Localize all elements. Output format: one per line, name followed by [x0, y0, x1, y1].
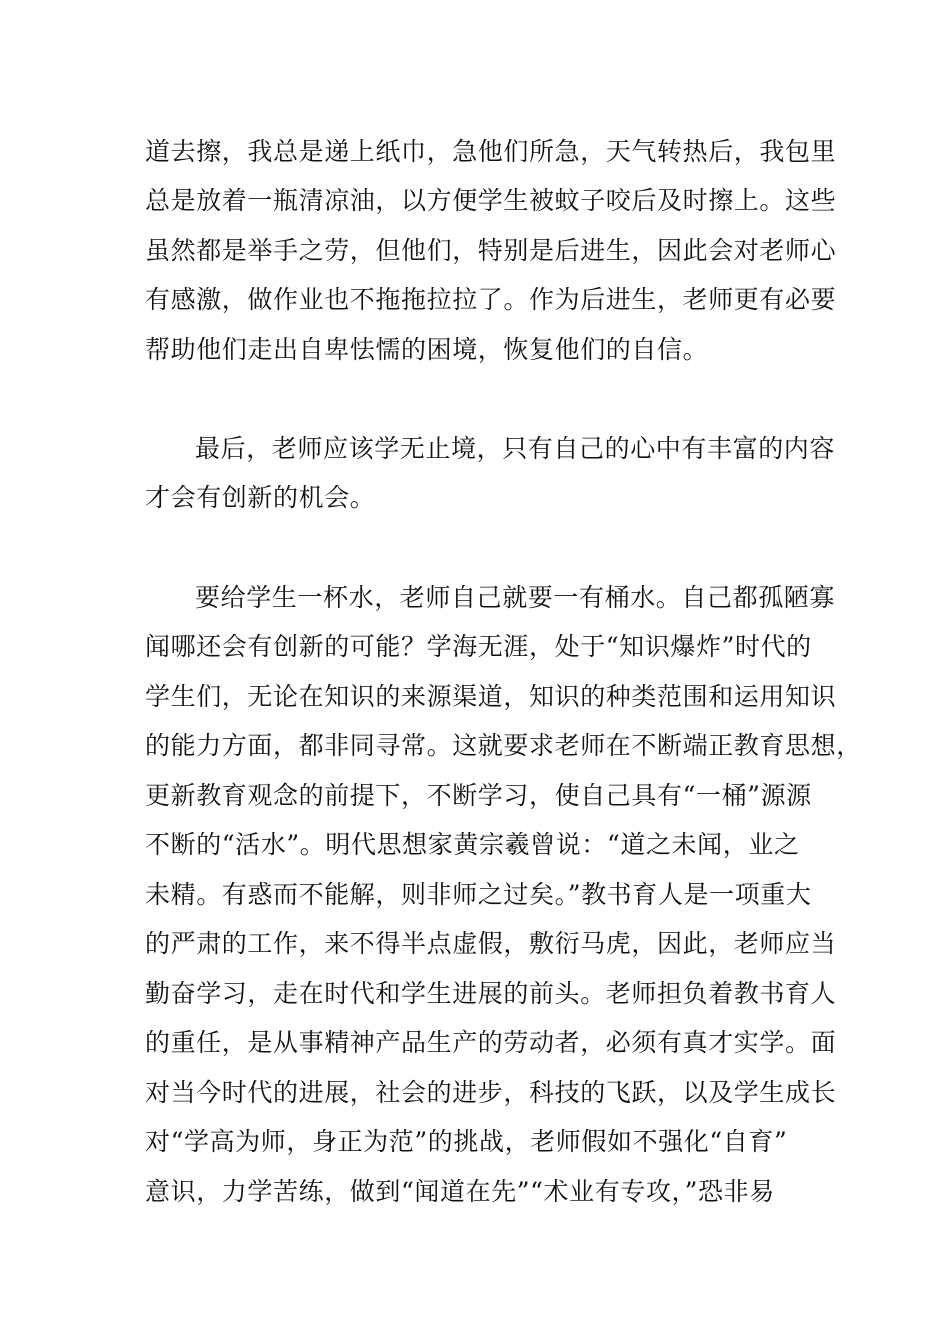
text-line: 最后，老师应该学无止境，只有自己的心中有丰富的内容	[195, 434, 836, 463]
text-line: 不断的“活水”。明代思想家黄宗羲曾说：“道之未闻，业之	[145, 830, 800, 859]
text-line: 要给学生一杯水，老师自己就要一有桶水。自己都孤陋寡	[195, 583, 836, 612]
text-line: 才会有创新的机会。	[145, 483, 376, 512]
text-line: 意识，力学苦练，做到“闻道在先”“术业有专攻，”恐非易	[145, 1177, 775, 1206]
text-line: 帮助他们走出自卑怯懦的困境，恢复他们的自信。	[145, 335, 709, 364]
text-line: 的重任，是从事精神产品生产的劳动者，必须有真才实学。面	[145, 1028, 837, 1057]
text-line: 更新教育观念的前提下，不断学习，使自己具有“一桶”源源	[145, 781, 812, 810]
text-line: 的严肃的工作，来不得半点虚假，敷衍马虎，因此，老师应当	[145, 929, 837, 958]
text-line: 对“学高为师，身正为范”的挑战，老师假如不强化“自育”	[145, 1127, 788, 1156]
text-line: 有感激，做作业也不拖拖拉拉了。作为后进生，老师更有必要	[145, 285, 837, 314]
text-line: 虽然都是举手之劳，但他们，特别是后进生，因此会对老师心	[145, 236, 837, 265]
text-line: 勤奋学习，走在时代和学生进展的前头。老师担负着教书育人	[145, 979, 837, 1008]
text-line: 总是放着一瓶清凉油，以方便学生被蚊子咬后及时擦上。这些	[145, 186, 837, 215]
text-line: 对当今时代的进展，社会的进步，科技的飞跃，以及学生成长	[145, 1078, 837, 1107]
text-line: 未精。有惑而不能解，则非师之过矣。”教书育人是一项重大	[145, 880, 812, 909]
text-line: 学生们，无论在知识的来源渠道，知识的种类范围和运用知识	[145, 682, 837, 711]
text-line: 的能力方面，都非同寻常。这就要求老师在不断端正教育思想，	[145, 731, 862, 760]
text-line: 闻哪还会有创新的可能？学海无涯，处于“知识爆炸”时代的	[145, 632, 812, 661]
text-line: 道去擦，我总是递上纸巾，急他们所急，天气转热后，我包里	[145, 137, 837, 166]
